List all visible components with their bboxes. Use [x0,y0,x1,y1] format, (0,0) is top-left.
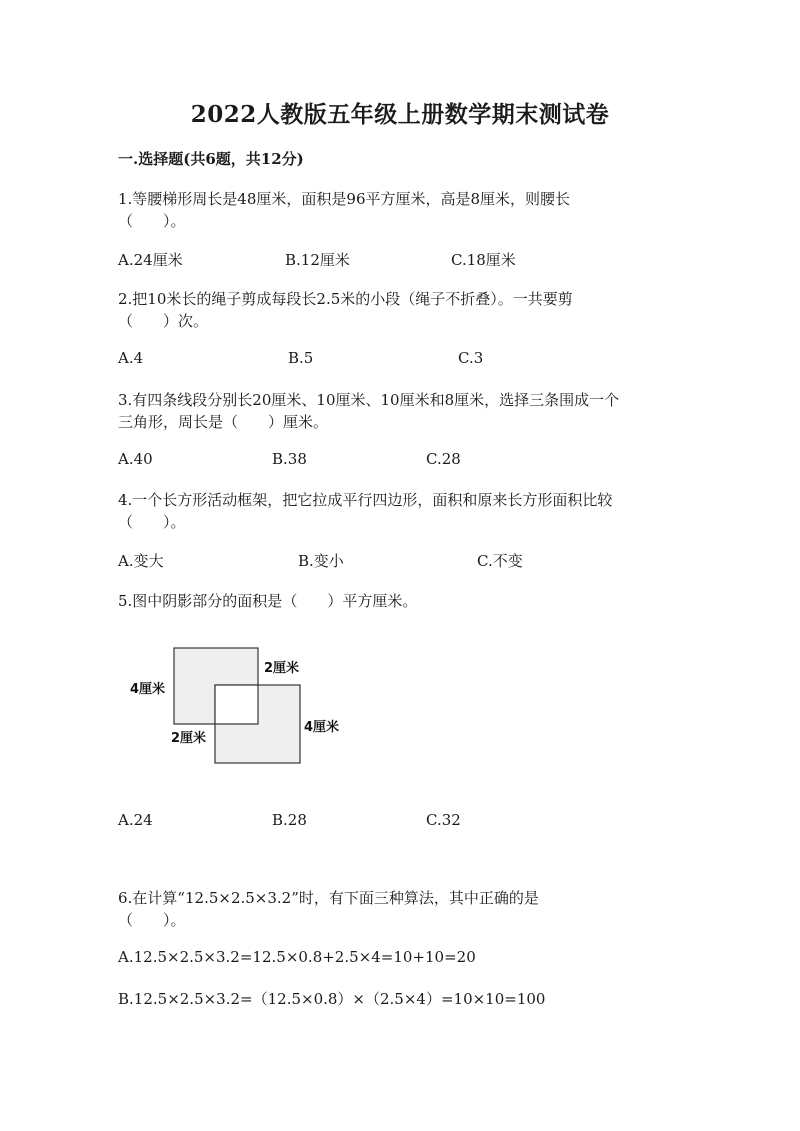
overlap-region [215,685,258,724]
question-1-option-c: C.18厘米 [451,251,516,269]
question-4-option-b: B.变小 [298,552,344,570]
question-6-option-b: B.12.5×2.5×3.2=（12.5×0.8）×（2.5×4）=10×10=100 [118,990,546,1008]
question-3-option-c: C.28 [426,450,461,468]
figure-label-left: 4厘米 [130,682,166,697]
question-5-option-b: B.28 [272,811,307,829]
question-1-stem-line-1: 1.等腰梯形周长是48厘米，面积是96平方厘米，高是8厘米，则腰长 [118,190,571,208]
question-2-option-b: B.5 [288,349,314,367]
figure-label-bottom-left: 2厘米 [171,731,207,746]
question-6-stem-line-1: 6.在计算“12.5×2.5×3.2”时，有下面三种算法，其中正确的是 [118,889,539,907]
question-2-stem-line-1: 2.把10米长的绳子剪成每段长2.5米的小段（绳子不折叠）。一共要剪 [118,290,573,308]
question-4-stem-line-1: 4.一个长方形活动框架，把它拉成平行四边形，面积和原来长方形面积比较 [118,491,613,509]
question-2-option-a: A.4 [118,349,144,367]
question-3-stem-line-2: 三角形，周长是（ ）厘米。 [118,413,329,431]
question-5-stem-line-1: 5.图中阴影部分的面积是（ ）平方厘米。 [118,592,418,610]
question-1-option-a: A.24厘米 [118,251,183,269]
question-1-option-b: B.12厘米 [285,251,350,269]
question-3-option-b: B.38 [272,450,307,468]
question-5-option-c: C.32 [426,811,461,829]
figure-label-top-right: 2厘米 [264,661,300,676]
question-4-option-a: A.变大 [118,552,164,570]
question-2-stem-line-2: （ ）次。 [118,312,209,330]
overlapping-squares-figure [118,632,358,776]
figure-label-right: 4厘米 [304,720,340,735]
question-5-option-a: A.24 [118,811,153,829]
question-2-option-c: C.3 [458,349,484,367]
question-1-stem-line-2: （ ）。 [118,212,186,230]
overlapping-squares-diagram [118,632,358,772]
page-title: 2022人教版五年级上册数学期末测试卷 [190,101,610,128]
question-4-option-c: C.不变 [477,552,523,570]
question-6-option-a: A.12.5×2.5×3.2=12.5×0.8+2.5×4=10+10=20 [118,948,476,966]
question-4-stem-line-2: （ ）。 [118,513,186,531]
question-3-stem-line-1: 3.有四条线段分别长20厘米、10厘米、10厘米和8厘米，选择三条围成一个 [118,391,620,409]
question-6-stem-line-2: （ ）。 [118,911,186,929]
question-3-option-a: A.40 [118,450,153,468]
section-heading: 一.选择题(共6题，共12分) [118,150,304,168]
